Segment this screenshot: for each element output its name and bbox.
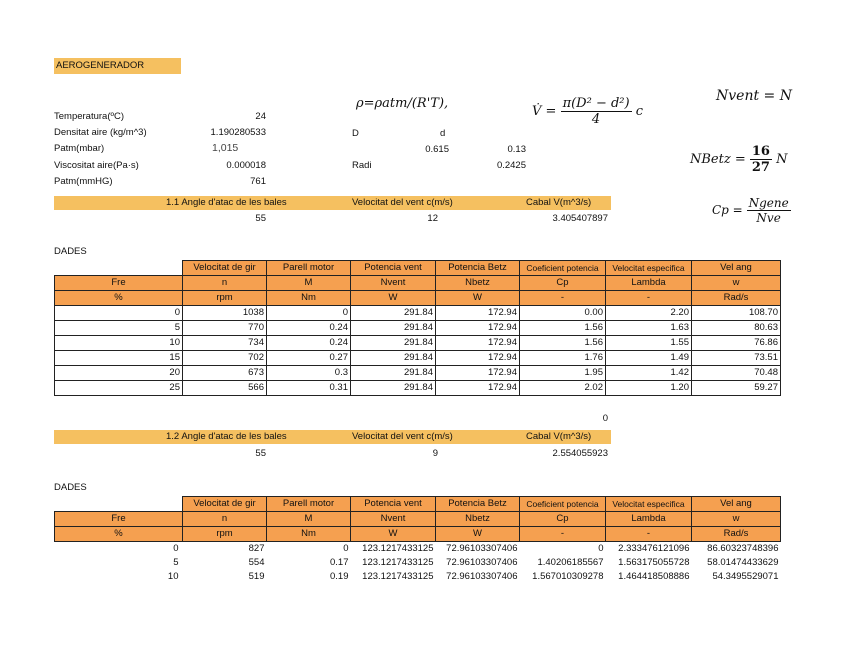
header-cell: M (267, 512, 351, 527)
table-cell: 1.464418508886 (618, 571, 690, 582)
dades-label: DADES (54, 482, 87, 493)
header-cell: Potencia Betz (436, 261, 520, 276)
table-cell: 1.76 (520, 351, 606, 366)
flow-value: 3.405407897 (552, 213, 608, 224)
header-cell: Nvent (351, 512, 436, 527)
betz-formula-denominator: 27 (751, 160, 770, 175)
param-value: 1,015 (212, 142, 239, 154)
section2-band (54, 430, 611, 444)
table-row (55, 542, 781, 557)
table-cell: 73.51 (692, 351, 781, 366)
table-cell: 25 (55, 381, 183, 396)
cp-formula-fraction (747, 196, 791, 225)
table-cell: 1.95 (520, 366, 606, 381)
header-cell: W (351, 527, 436, 542)
header-cell: n (183, 276, 267, 291)
wind-speed-value: 12 (427, 213, 438, 224)
header-cell: - (520, 291, 606, 306)
header-cell: Nbetz (436, 512, 520, 527)
table-cell: 1.40206185567 (537, 557, 604, 568)
table-cell: 108.70 (692, 306, 781, 321)
dades-label: DADES (54, 246, 87, 257)
header-cell: Lambda (606, 276, 692, 291)
table-row (55, 366, 781, 381)
data-table-2 (54, 496, 781, 584)
cp-formula-denominator: Nve (756, 211, 781, 225)
table-cell: 0.24 (267, 321, 351, 336)
flow-label: Cabal V(m^3/s) (526, 197, 592, 208)
header-cell: Coeficient potencia (520, 261, 606, 276)
header-cell: Parell motor (267, 497, 351, 512)
table-cell: 1.20 (606, 381, 692, 396)
table-cell: 172.94 (436, 366, 520, 381)
table-cell: 554 (248, 557, 265, 568)
table-cell: 702 (183, 351, 267, 366)
header-cell: W (436, 527, 520, 542)
header-cell: Parell motor (267, 261, 351, 276)
table-cell: 0.24 (267, 336, 351, 351)
header-cell (55, 497, 183, 512)
header-row (55, 527, 781, 542)
header-cell: - (606, 291, 692, 306)
header-cell: Cp (520, 512, 606, 527)
table-cell: 172.94 (436, 351, 520, 366)
table-cell: 291.84 (351, 381, 436, 396)
angle-value: 55 (255, 448, 266, 459)
table-cell: 123.1217433125 (362, 571, 434, 582)
table-cell: 0 (343, 543, 349, 554)
table-cell: 770 (183, 321, 267, 336)
table-cell: 2.333476121096 (618, 543, 690, 554)
wind-speed-label: Velocitat del vent c(m/s) (352, 197, 453, 208)
param-label: Patm(mbar) (54, 143, 105, 154)
table-cell: 59.27 (692, 381, 781, 396)
angle-value: 55 (255, 213, 266, 224)
table-cell: 172.94 (436, 321, 520, 336)
table-cell: 172.94 (436, 306, 520, 321)
table-cell: 1.55 (606, 336, 692, 351)
table-cell: 76.86 (692, 336, 781, 351)
table-cell: 827 (248, 543, 265, 554)
table-cell: 291.84 (351, 351, 436, 366)
table-cell: 0.19 (330, 571, 349, 582)
param-value: 24 (255, 111, 266, 122)
header-cell: % (55, 527, 183, 542)
flow-formula-tail: c (635, 104, 643, 119)
cp-formula-numerator: Ngene (748, 196, 789, 210)
betz-formula-lhs: NBetz = (690, 152, 746, 167)
table-cell: 172.94 (436, 381, 520, 396)
flow-formula-lhs: V̇ = (532, 104, 557, 119)
radius-value: 0.2425 (496, 160, 526, 171)
header-cell: w (692, 512, 781, 527)
header-cell: Vel ang (692, 261, 781, 276)
header-cell: Potencia vent (351, 261, 436, 276)
header-cell: Nm (267, 527, 351, 542)
table-cell: 70.48 (692, 366, 781, 381)
header-cell: Velocitat especifica (606, 261, 692, 276)
table-cell: 123.1217433125 (362, 557, 434, 568)
table-cell: 1.56 (520, 321, 606, 336)
table-cell: 80.63 (692, 321, 781, 336)
table2-body (55, 497, 781, 585)
table-cell: 5 (55, 321, 183, 336)
table-cell: 0 (267, 306, 351, 321)
table-cell: 72.96103307406 (446, 543, 518, 554)
header-cell: Fre (55, 512, 183, 527)
header-cell: M (267, 276, 351, 291)
betz-formula-tail: N (776, 152, 788, 167)
header-cell: W (436, 291, 520, 306)
header-cell: W (351, 291, 436, 306)
table-cell: 2.02 (520, 381, 606, 396)
flow-formula-fraction (561, 96, 632, 127)
header-cell: Rad/s (692, 527, 781, 542)
data-table-1 (54, 260, 781, 396)
table-cell: 734 (183, 336, 267, 351)
table-cell: 58.01474433629 (707, 557, 779, 568)
table-row (55, 336, 781, 351)
extra-zero: 0 (602, 413, 608, 424)
header-cell: rpm (183, 291, 267, 306)
table-cell: 673 (183, 366, 267, 381)
diameter-outer-value: 0.615 (425, 144, 449, 155)
flow-formula-denominator: 4 (591, 112, 601, 127)
header-cell: - (520, 527, 606, 542)
header-cell: Rad/s (692, 291, 781, 306)
header-cell: Vel ang (692, 497, 781, 512)
header-cell: Cp (520, 276, 606, 291)
header-cell: Nbetz (436, 276, 520, 291)
table-cell: 72.96103307406 (446, 557, 518, 568)
header-cell: Velocitat especifica (606, 497, 692, 512)
table-row (55, 570, 781, 584)
header-cell: % (55, 291, 183, 306)
table-cell: 519 (248, 571, 265, 582)
table-cell: 123.1217433125 (362, 543, 434, 554)
param-label: Patm(mmHG) (54, 176, 113, 187)
table-cell: 1.42 (606, 366, 692, 381)
header-cell: rpm (183, 527, 267, 542)
table-cell: 1.63 (606, 321, 692, 336)
table1-body (55, 261, 781, 396)
table-cell: 0 (598, 543, 604, 554)
param-label: Viscositat aire(Pa·s) (54, 160, 139, 171)
section1-band (54, 196, 611, 210)
power-coefficient-formula (712, 196, 791, 225)
header-cell: Lambda (606, 512, 692, 527)
header-row (55, 276, 781, 291)
table-cell: 20 (55, 366, 183, 381)
header-cell: Coeficient potencia (520, 497, 606, 512)
betz-formula (690, 144, 787, 175)
table-cell: 291.84 (351, 321, 436, 336)
header-cell: - (606, 527, 692, 542)
flow-formula-numerator: π(D² − d²) (562, 96, 630, 111)
table-row (55, 321, 781, 336)
sheet-title: AEROGENERADOR (54, 58, 181, 74)
header-row (55, 497, 781, 512)
table-cell: 2.20 (606, 306, 692, 321)
table-row (55, 306, 781, 321)
header-cell: n (183, 512, 267, 527)
table-row (55, 381, 781, 396)
param-value: 0.000018 (226, 160, 266, 171)
angle-label: 1.2 Angle d'atac de les bales (166, 431, 287, 442)
table-cell: 566 (183, 381, 267, 396)
param-value: 1.190280533 (210, 127, 266, 138)
wind-power-formula: Nvent = N (716, 88, 792, 104)
table-cell: 0.27 (267, 351, 351, 366)
header-row (55, 512, 781, 527)
wind-speed-label: Velocitat del vent c(m/s) (352, 431, 453, 442)
header-cell: w (692, 276, 781, 291)
wind-speed-value: 9 (432, 448, 438, 459)
flow-value: 2.554055923 (552, 448, 608, 459)
param-value: 761 (250, 176, 266, 187)
diameter-inner-value: 0.13 (507, 144, 526, 155)
table-cell: 0.31 (267, 381, 351, 396)
table-cell: 1.563175055728 (618, 557, 690, 568)
table-cell: 291.84 (351, 336, 436, 351)
flow-label: Cabal V(m^3/s) (526, 431, 592, 442)
betz-formula-fraction (750, 144, 772, 175)
radius-label: Radi (352, 160, 372, 171)
table-cell: 10 (167, 571, 179, 582)
table-cell: 5 (173, 557, 179, 568)
betz-formula-numerator: 16 (751, 144, 770, 159)
table-cell: 86.60323748396 (707, 543, 779, 554)
header-cell: Nvent (351, 276, 436, 291)
diameter-outer-label: D (352, 128, 359, 139)
table-cell: 10 (55, 336, 183, 351)
table-cell: 1038 (183, 306, 267, 321)
param-label: Temperatura(ºC) (54, 111, 124, 122)
header-cell: Nm (267, 291, 351, 306)
table-cell: 0.3 (267, 366, 351, 381)
table-cell: 0.00 (520, 306, 606, 321)
cp-formula-lhs: Cp = (712, 203, 743, 217)
table-cell: 0 (173, 543, 179, 554)
flow-formula (532, 96, 643, 127)
table-row (55, 556, 781, 570)
header-cell (55, 261, 183, 276)
angle-label: 1.1 Angle d'atac de les bales (166, 197, 287, 208)
header-row (55, 291, 781, 306)
table-cell: 1.56 (520, 336, 606, 351)
table-cell: 1.49 (606, 351, 692, 366)
table-row (55, 351, 781, 366)
table-cell: 72.96103307406 (446, 571, 518, 582)
table-cell: 54.3495529071 (712, 571, 779, 582)
table-cell: 15 (55, 351, 183, 366)
header-cell: Potencia vent (351, 497, 436, 512)
param-label: Densitat aire (kg/m^3) (54, 127, 147, 138)
header-cell: Velocitat de gir (183, 497, 267, 512)
diameter-inner-label: d (440, 128, 446, 139)
density-formula: ρ=ρatm/(R'T), (356, 96, 449, 111)
table-cell: 291.84 (351, 366, 436, 381)
table-cell: 172.94 (436, 336, 520, 351)
table-cell: 291.84 (351, 306, 436, 321)
table-cell: 1.567010309278 (532, 571, 604, 582)
table-cell: 0 (55, 306, 183, 321)
header-cell: Potencia Betz (436, 497, 520, 512)
header-cell: Fre (55, 276, 183, 291)
header-cell: Velocitat de gir (183, 261, 267, 276)
table-cell: 0.17 (330, 557, 349, 568)
header-row (55, 261, 781, 276)
